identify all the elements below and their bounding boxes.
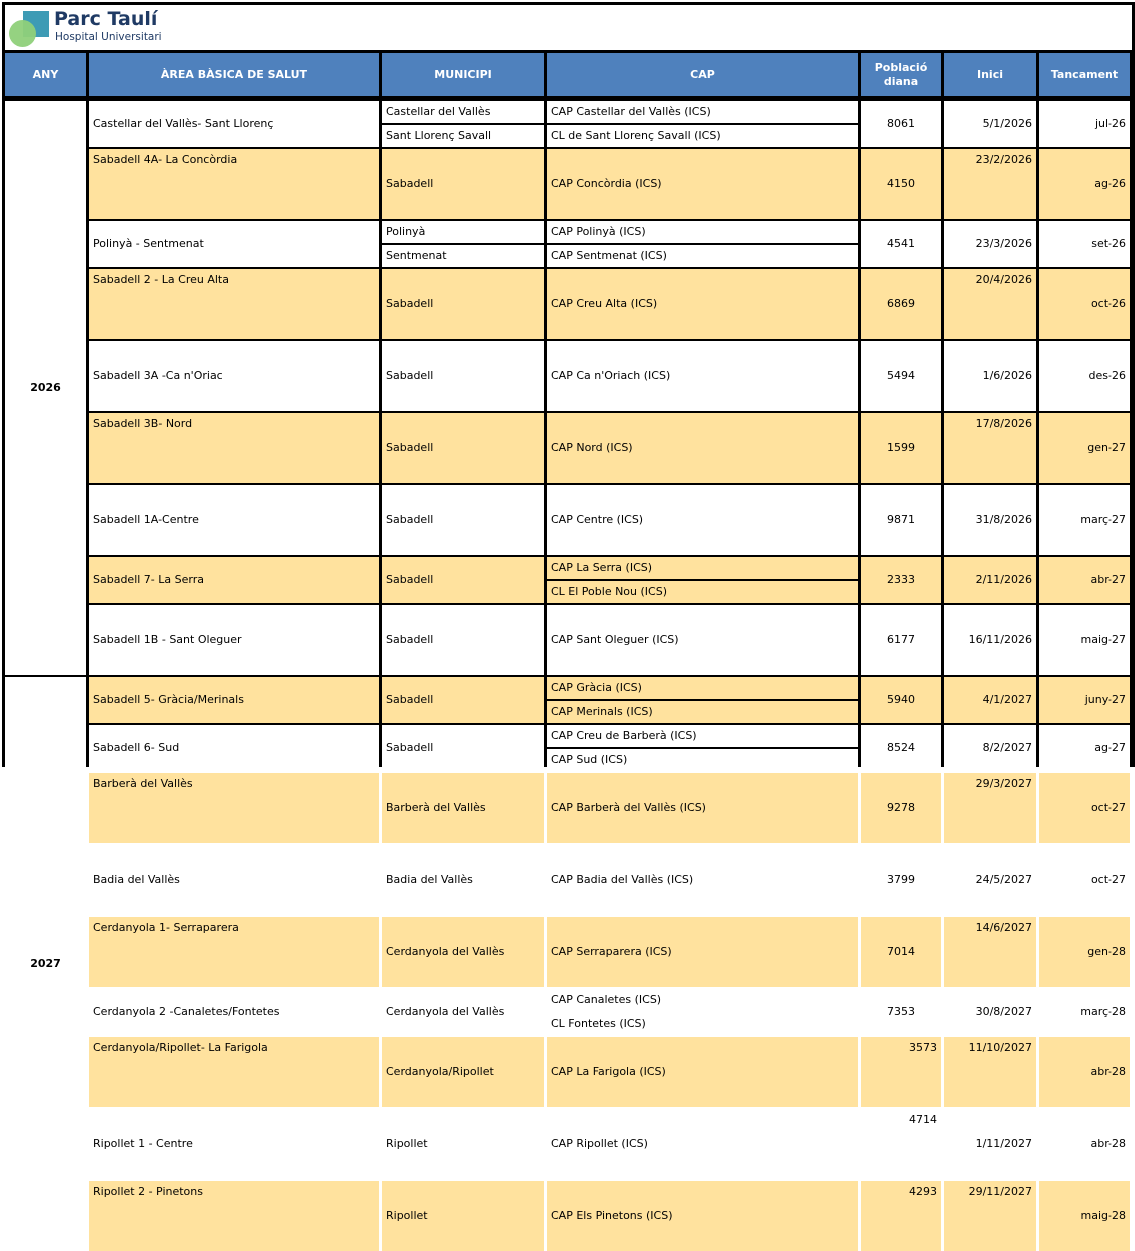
tancament-cell: ag-26	[1039, 149, 1130, 219]
area-cell: Badia del Vallès	[89, 845, 379, 915]
inici-cell: 17/8/2026	[944, 413, 1036, 483]
municipi-cell: Cerdanyola del Vallès	[382, 989, 544, 1035]
inici-cell: 11/10/2027	[944, 1037, 1036, 1107]
cap-cell: CAP Sentmenat (ICS)	[547, 245, 858, 267]
area-cell: Sabadell 5- Gràcia/Merinals	[89, 677, 379, 723]
municipi-cell: Sant Llorenç Savall	[382, 125, 544, 147]
tancament-cell: gen-28	[1039, 917, 1130, 987]
cap-cell: CAP Ca n'Oriach (ICS)	[547, 341, 858, 411]
area-cell: Sabadell 3B- Nord	[89, 413, 379, 483]
municipi-cell: Sabadell	[382, 677, 544, 723]
header-tancament: Tancament	[1039, 53, 1130, 99]
tancament-cell: juny-27	[1039, 677, 1130, 723]
municipi-cell: Ripollet	[382, 1181, 544, 1251]
area-cell: Cerdanyola/Ripollet- La Farigola	[89, 1037, 379, 1107]
header-area: ÀREA BÀSICA DE SALUT	[89, 53, 379, 99]
schedule-table	[5, 53, 1132, 1222]
inici-cell: 29/11/2027	[944, 1181, 1036, 1251]
cap-cell: CAP Ripollet (ICS)	[547, 1109, 858, 1179]
municipi-cell: Sabadell	[382, 413, 544, 483]
year-cell: 2026	[5, 101, 86, 675]
cap-cell: CAP Els Pinetons (ICS)	[547, 1181, 858, 1251]
area-cell: Barberà del Vallès	[89, 773, 379, 843]
tancament-cell: oct-27	[1039, 773, 1130, 843]
area-cell: Sabadell 2 - La Creu Alta	[89, 269, 379, 339]
area-cell: Polinyà - Sentmenat	[89, 221, 379, 267]
poblacio-cell: 3799	[861, 845, 941, 915]
cap-cell: CAP La Farigola (ICS)	[547, 1037, 858, 1107]
municipi-cell: Sentmenat	[382, 245, 544, 267]
tancament-cell: ag-27	[1039, 725, 1130, 771]
cap-cell: CL de Sant Llorenç Savall (ICS)	[547, 125, 858, 147]
inici-cell: 23/3/2026	[944, 221, 1036, 267]
area-cell: Sabadell 4A- La Concòrdia	[89, 149, 379, 219]
inici-cell: 16/11/2026	[944, 605, 1036, 675]
cap-cell: CAP Gràcia (ICS)	[547, 677, 858, 699]
municipi-cell: Castellar del Vallès	[382, 101, 544, 123]
municipi-cell: Sabadell	[382, 485, 544, 555]
cap-cell: CAP Sant Oleguer (ICS)	[547, 605, 858, 675]
inici-cell: 5/1/2026	[944, 101, 1036, 147]
header-inici: Inici	[944, 53, 1036, 99]
poblacio-cell: 6869	[861, 269, 941, 339]
municipi-cell: Barberà del Vallès	[382, 773, 544, 843]
inici-cell: 24/5/2027	[944, 845, 1036, 915]
area-cell: Ripollet 1 - Centre	[89, 1109, 379, 1179]
tancament-cell: abr-28	[1039, 1109, 1130, 1179]
tancament-cell: abr-27	[1039, 557, 1130, 603]
cap-cell: CAP Barberà del Vallès (ICS)	[547, 773, 858, 843]
municipi-cell: Cerdanyola/Ripollet	[382, 1037, 544, 1107]
logo-band	[5, 5, 1132, 50]
poblacio-cell: 7353	[861, 989, 941, 1035]
logo-title: Parc Taulí	[54, 8, 158, 30]
area-cell: Ripollet 2 - Pinetons	[89, 1181, 379, 1251]
inici-cell: 20/4/2026	[944, 269, 1036, 339]
poblacio-cell: 4293	[861, 1181, 941, 1251]
header-poblacio: Població diana	[861, 53, 941, 99]
tancament-cell: març-28	[1039, 989, 1130, 1035]
poblacio-cell: 5940	[861, 677, 941, 723]
cap-cell: CAP Concòrdia (ICS)	[547, 149, 858, 219]
cap-cell: CAP Polinyà (ICS)	[547, 221, 858, 243]
cap-cell: CAP Creu Alta (ICS)	[547, 269, 858, 339]
tancament-cell: maig-28	[1039, 1181, 1130, 1251]
municipi-cell: Cerdanyola del Vallès	[382, 917, 544, 987]
inici-cell: 30/8/2027	[944, 989, 1036, 1035]
area-cell: Sabadell 1B - Sant Oleguer	[89, 605, 379, 675]
cap-cell: CAP Castellar del Vallès (ICS)	[547, 101, 858, 123]
cap-cell: CAP La Serra (ICS)	[547, 557, 858, 579]
inici-cell: 1/11/2027	[944, 1109, 1036, 1179]
area-cell: Castellar del Vallès- Sant Llorenç	[89, 101, 379, 147]
municipi-cell: Sabadell	[382, 557, 544, 603]
header-any: ANY	[5, 53, 86, 99]
logo-subtitle: Hospital Universitari	[55, 31, 162, 43]
year-cell: 2027	[5, 677, 86, 1251]
tancament-cell: set-26	[1039, 221, 1130, 267]
poblacio-cell: 5494	[861, 341, 941, 411]
tancament-cell: maig-27	[1039, 605, 1130, 675]
header-cap: CAP	[547, 53, 858, 99]
inici-cell: 2/11/2026	[944, 557, 1036, 603]
tancament-cell: des-26	[1039, 341, 1130, 411]
inici-cell: 8/2/2027	[944, 725, 1036, 771]
area-cell: Sabadell 6- Sud	[89, 725, 379, 771]
area-cell: Sabadell 7- La Serra	[89, 557, 379, 603]
area-cell: Sabadell 3A -Ca n'Oriac	[89, 341, 379, 411]
tancament-cell: oct-26	[1039, 269, 1130, 339]
cap-cell: CAP Centre (ICS)	[547, 485, 858, 555]
poblacio-cell: 8061	[861, 101, 941, 147]
cap-cell: CAP Badia del Vallès (ICS)	[547, 845, 858, 915]
municipi-cell: Ripollet	[382, 1109, 544, 1179]
tancament-cell: març-27	[1039, 485, 1130, 555]
poblacio-cell: 9278	[861, 773, 941, 843]
inici-cell: 31/8/2026	[944, 485, 1036, 555]
inici-cell: 4/1/2027	[944, 677, 1036, 723]
cap-cell: CAP Creu de Barberà (ICS)	[547, 725, 858, 747]
inici-cell: 14/6/2027	[944, 917, 1036, 987]
cap-cell: CL Fontetes (ICS)	[547, 1013, 858, 1035]
poblacio-cell: 4541	[861, 221, 941, 267]
poblacio-cell: 9871	[861, 485, 941, 555]
area-cell: Cerdanyola 1- Serraparera	[89, 917, 379, 987]
municipi-cell: Sabadell	[382, 269, 544, 339]
cap-cell: CAP Sud (ICS)	[547, 749, 858, 771]
municipi-cell: Sabadell	[382, 341, 544, 411]
municipi-cell: Sabadell	[382, 605, 544, 675]
poblacio-cell: 7014	[861, 917, 941, 987]
tancament-cell: abr-28	[1039, 1037, 1130, 1107]
poblacio-cell: 1599	[861, 413, 941, 483]
cap-cell: CAP Serraparera (ICS)	[547, 917, 858, 987]
cap-cell: CAP Canaletes (ICS)	[547, 989, 858, 1011]
tancament-cell: gen-27	[1039, 413, 1130, 483]
tancament-cell: jul-26	[1039, 101, 1130, 147]
municipi-cell: Sabadell	[382, 149, 544, 219]
header-municipi: MUNICIPI	[382, 53, 544, 99]
tancament-cell: oct-27	[1039, 845, 1130, 915]
poblacio-cell: 4150	[861, 149, 941, 219]
cap-cell: CAP Merinals (ICS)	[547, 701, 858, 723]
poblacio-cell: 4714	[861, 1109, 941, 1179]
inici-cell: 1/6/2026	[944, 341, 1036, 411]
cap-cell: CL El Poble Nou (ICS)	[547, 581, 858, 603]
inici-cell: 23/2/2026	[944, 149, 1036, 219]
inici-cell: 29/3/2027	[944, 773, 1036, 843]
poblacio-cell: 2333	[861, 557, 941, 603]
document-frame	[2, 2, 1135, 1222]
poblacio-cell: 8524	[861, 725, 941, 771]
municipi-cell: Polinyà	[382, 221, 544, 243]
municipi-cell: Badia del Vallès	[382, 845, 544, 915]
poblacio-cell: 3573	[861, 1037, 941, 1107]
area-cell: Sabadell 1A-Centre	[89, 485, 379, 555]
area-cell: Cerdanyola 2 -Canaletes/Fontetes	[89, 989, 379, 1035]
poblacio-cell: 6177	[861, 605, 941, 675]
municipi-cell: Sabadell	[382, 725, 544, 771]
cap-cell: CAP Nord (ICS)	[547, 413, 858, 483]
hospital-logo-icon	[9, 9, 51, 47]
